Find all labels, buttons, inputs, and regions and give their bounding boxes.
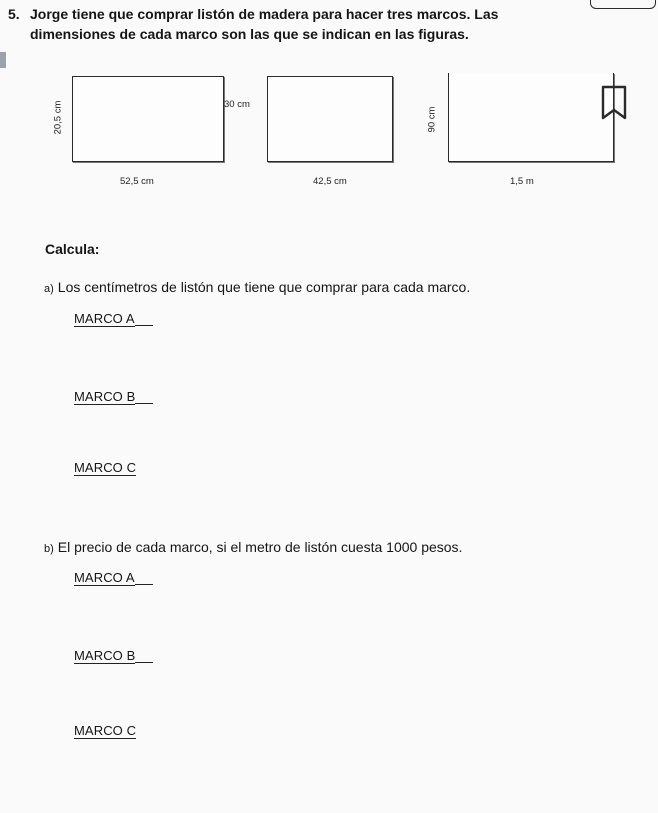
frame-b-figure bbox=[267, 76, 393, 162]
frame-a-width-label: 52,5 cm bbox=[120, 176, 154, 187]
part-b-answer-marco-a[interactable] bbox=[74, 570, 153, 586]
bookmark-icon[interactable] bbox=[600, 85, 628, 121]
answer-label: MARCO C bbox=[74, 460, 137, 475]
frame-c-height-label: 90 cm bbox=[426, 106, 438, 133]
part-a-answer-marco-c[interactable] bbox=[74, 460, 136, 476]
answer-label: MARCO A bbox=[74, 570, 135, 585]
part-b-answer-marco-b[interactable] bbox=[74, 648, 153, 664]
answer-blank[interactable] bbox=[135, 648, 153, 663]
margin-marker bbox=[0, 52, 6, 68]
calcula-heading: Calcula: bbox=[45, 241, 100, 257]
answer-label: MARCO B bbox=[74, 648, 136, 663]
part-b-text: El precio de cada marco, si el metro de listón cuesta 1000 pesos. bbox=[57, 539, 463, 555]
question-line-2: dimensiones de cada marco son las que se indican en las figuras. bbox=[30, 26, 469, 42]
frame-a-height-label: 20,5 cm bbox=[52, 100, 64, 135]
answer-label: MARCO C bbox=[74, 723, 137, 738]
question-number: 5. bbox=[8, 6, 20, 22]
page-corner-decoration bbox=[590, 0, 656, 9]
answer-label: MARCO A bbox=[74, 311, 135, 326]
part-a-text: Los centímetros de listón que tiene que comprar para cada marco. bbox=[57, 279, 471, 295]
part-a-answer-marco-b[interactable] bbox=[74, 389, 153, 405]
part-a-letter: a) bbox=[44, 283, 54, 295]
frame-c-figure bbox=[448, 73, 614, 162]
part-b-prompt bbox=[44, 539, 462, 555]
question-line-1: Jorge tiene que comprar listón de madera para hacer tres marcos. Las bbox=[30, 6, 499, 22]
part-b-letter: b) bbox=[44, 543, 54, 555]
frame-c-width-label: 1,5 m bbox=[510, 176, 534, 187]
part-a-prompt bbox=[44, 279, 470, 295]
answer-label: MARCO B bbox=[74, 389, 136, 404]
answer-blank[interactable] bbox=[135, 389, 153, 404]
part-a-answer-marco-a[interactable] bbox=[74, 311, 153, 327]
question-text bbox=[8, 4, 578, 44]
answer-blank[interactable] bbox=[135, 311, 153, 326]
frame-a-figure bbox=[72, 76, 224, 162]
answer-blank[interactable] bbox=[135, 570, 153, 585]
frame-b-width-label: 42,5 cm bbox=[313, 176, 347, 187]
part-b-answer-marco-c[interactable] bbox=[74, 723, 136, 739]
frame-a-extra-label: 30 cm bbox=[224, 99, 250, 110]
